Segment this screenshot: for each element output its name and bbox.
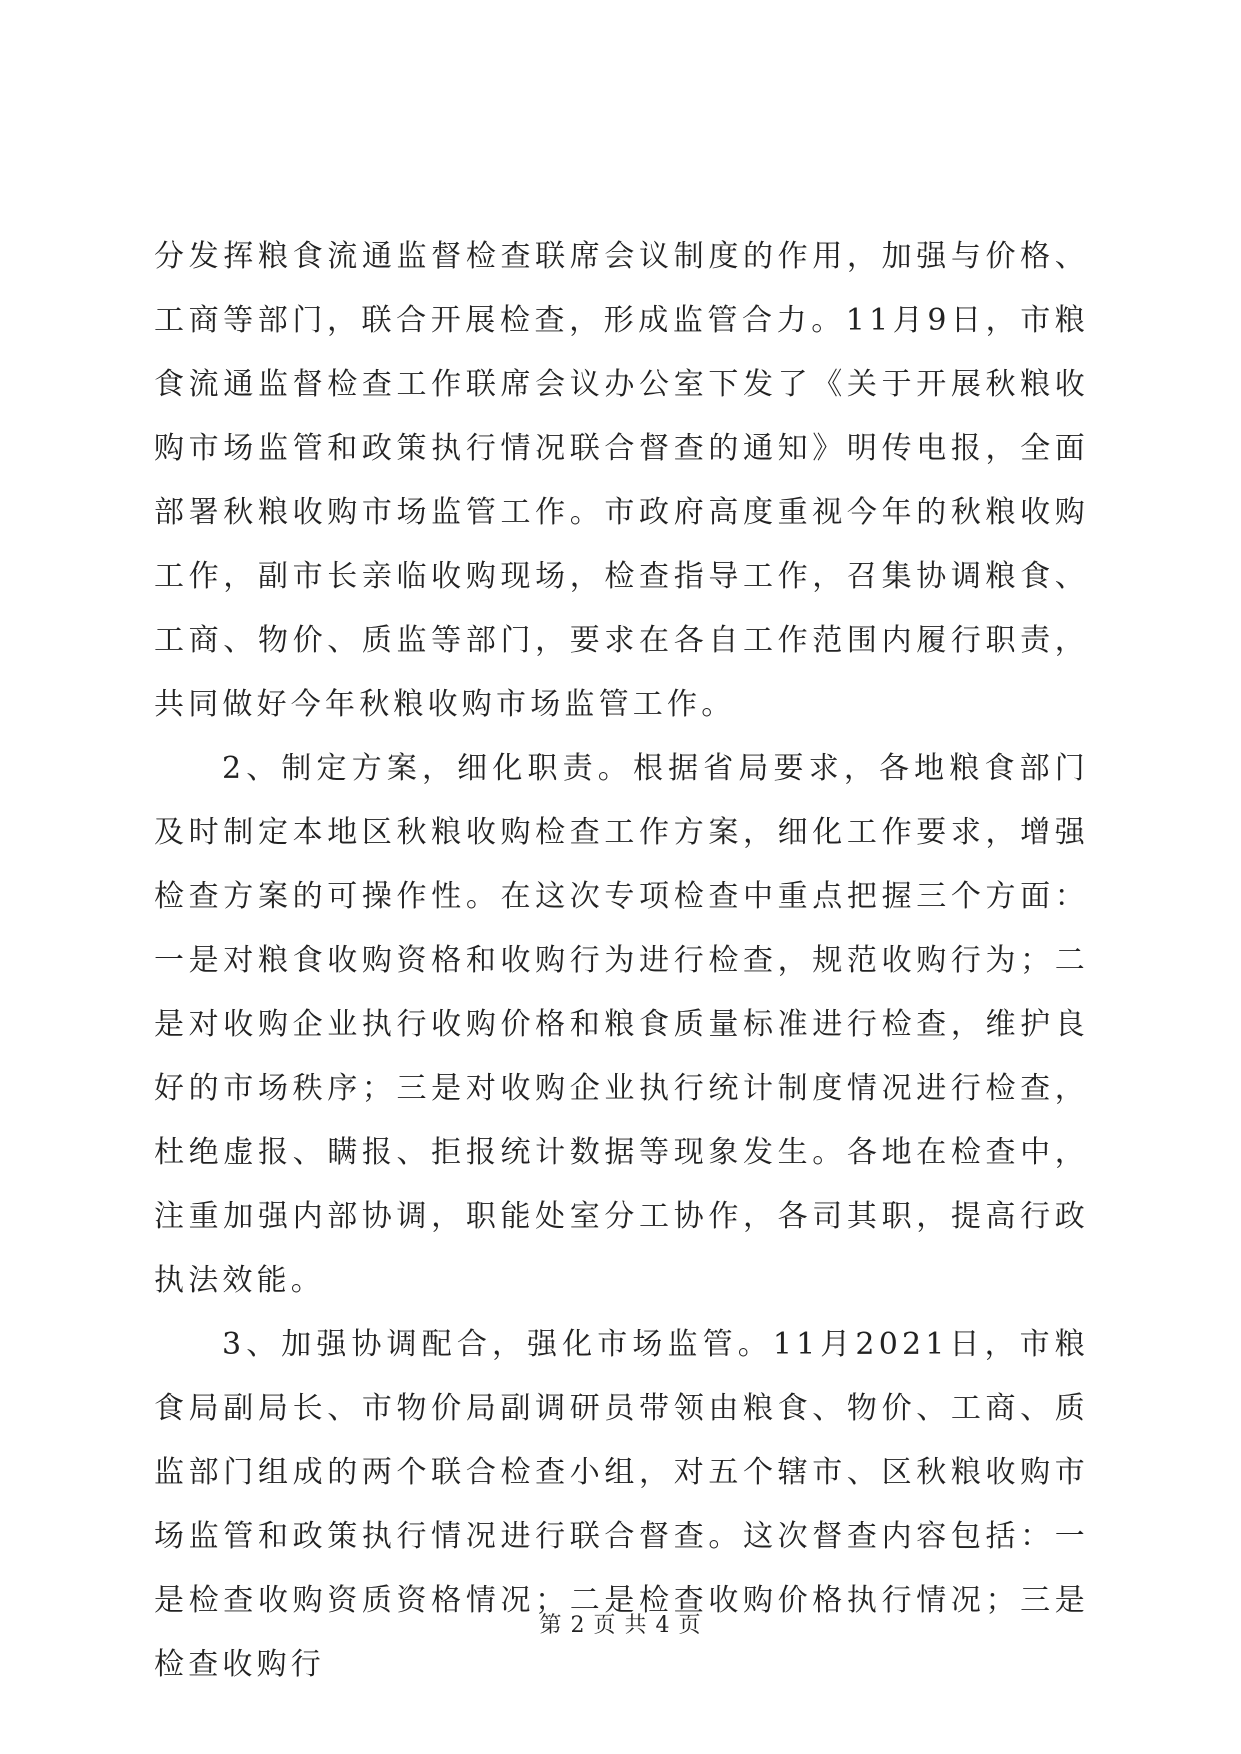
body-paragraph-3: 3、加强协调配合，强化市场监管。11月2021日，市粮食局副局长、市物价局副调研员带领由粮食、物价、工商、质监部门组成的两个联合检查小组，对五个辖市、区秋粮收购市场监管和政策执行情况进行联合督查。这次督查内容包括：一是检查收购资质资格情况；二是检查收购价格执行情况；三是检查收购行 [154,1327,1089,1682]
body-paragraph-2: 2、制定方案，细化职责。根据省局要求，各地粮食部门及时制定本地区秋粮收购检查工作方案，细化工作要求，增强检查方案的可操作性。在这次专项检查中重点把握三个方面：一是对粮食收购资格和收购行为进行检查，规范收购行为；二是对收购企业执行收购价格和粮食质量标准进行检查，维护良好的市场秩序；三是对收购企业执行统计制度情况进行检查，杜绝虚报、瞒报、拒报统计数据等现象发生。各地在检查中，注重加强内部协调，职能处室分工协作，各司其职，提高行政执法效能。 [154,751,1089,1298]
page-number-footer: 第 2 页 共 4 页 [539,1613,702,1638]
body-paragraph-continuation: 分发挥粮食流通监督检查联席会议制度的作用，加强与价格、工商等部门，联合开展检查，形成监管合力。11月9日，市粮食流通监督检查工作联席会议办公室下发了《关于开展秋粮收购市场监管和政策执行情况联合督查的通知》明传电报，全面部署秋粮收购市场监管工作。市政府高度重视今年的秋粮收购工作，副市长亲临收购现场，检查指导工作，召集协调粮食、工商、物价、质监等部门，要求在各自工作范围内履行职责，共同做好今年秋粮收购市场监管工作。 [154,239,1089,722]
document-body [154,225,1089,1697]
